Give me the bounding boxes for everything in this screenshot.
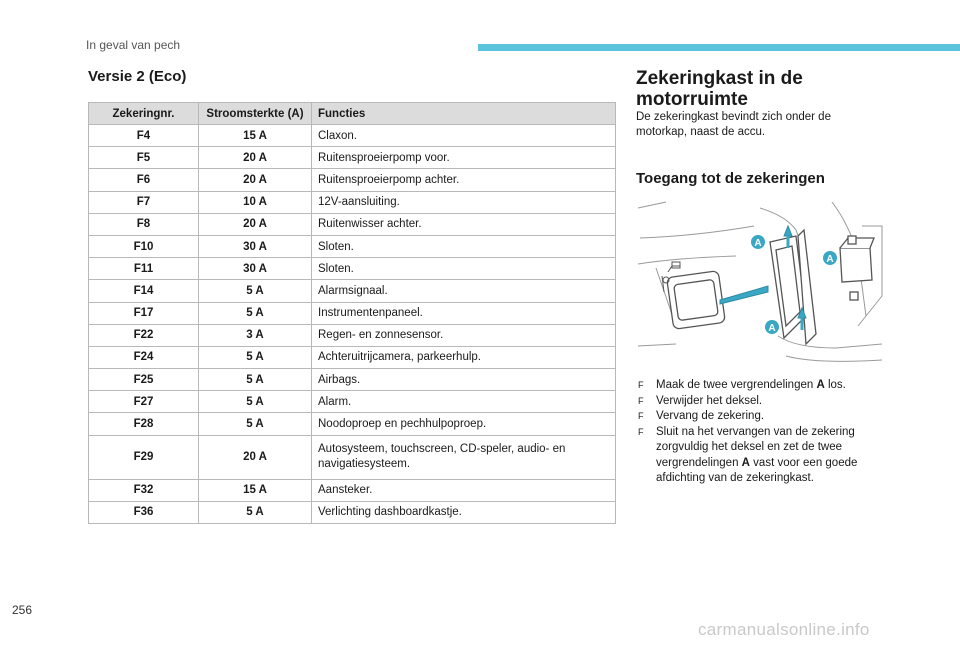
table-row	[89, 235, 616, 257]
fuse-number: F24	[89, 346, 199, 368]
step-text: Verwijder het deksel.	[656, 394, 763, 407]
version-title: Versie 2 (Eco)	[88, 68, 187, 85]
step-text: vast voor een goede afdichting van de zekeringkast.	[656, 456, 858, 484]
subsection-title: Toegang tot de zekeringen	[636, 170, 825, 187]
table-row	[89, 191, 616, 213]
fuse-amperage: 15 A	[199, 479, 312, 501]
fuse-function: Regen- en zonnesensor.	[312, 324, 616, 346]
step-text: Vervang de zekering.	[656, 410, 765, 422]
fuse-number: F27	[89, 391, 199, 413]
table-row	[89, 213, 616, 235]
fuse-number: F25	[89, 369, 199, 391]
fuse-function: Sloten.	[312, 235, 616, 257]
fuse-table	[88, 102, 616, 524]
step-marker-icon: F	[638, 426, 644, 437]
fuse-number: F11	[89, 258, 199, 280]
fuse-amperage: 30 A	[199, 235, 312, 257]
fuse-function: Alarm.	[312, 391, 616, 413]
fuse-amperage: 20 A	[199, 435, 312, 479]
step-emphasis: A	[741, 456, 750, 469]
fuse-number: F36	[89, 501, 199, 523]
fuse-number: F14	[89, 280, 199, 302]
fuse-function: Airbags.	[312, 369, 616, 391]
list-item	[636, 394, 886, 410]
fuse-number: F5	[89, 147, 199, 169]
fuse-number: F28	[89, 413, 199, 435]
table-row	[89, 280, 616, 302]
fuse-function: Achteruitrijcamera, parkeerhulp.	[312, 346, 616, 368]
fuse-function: Claxon.	[312, 125, 616, 147]
fuse-function: Noodoproep en pechhulpoproep.	[312, 413, 616, 435]
table-row	[89, 169, 616, 191]
fuse-number: F8	[89, 213, 199, 235]
section-title: Zekeringkast in de motorruimte	[636, 68, 803, 110]
table-row	[89, 435, 616, 479]
list-item	[636, 378, 886, 394]
page-number: 256	[12, 603, 33, 617]
header-accent-bar	[478, 44, 960, 51]
fuse-amperage: 15 A	[199, 125, 312, 147]
instruction-steps	[636, 378, 886, 487]
fuse-number: F7	[89, 191, 199, 213]
callout-label-a: A	[768, 323, 776, 334]
section-header: In geval van pech	[86, 38, 181, 52]
table-row	[89, 147, 616, 169]
list-item	[636, 425, 886, 487]
table-row	[89, 413, 616, 435]
fuse-amperage: 20 A	[199, 147, 312, 169]
fuse-function: Verlichting dashboardkastje.	[312, 501, 616, 523]
table-row	[89, 258, 616, 280]
fuse-number: F10	[89, 235, 199, 257]
fuse-number: F17	[89, 302, 199, 324]
step-emphasis: A	[816, 379, 825, 391]
fuse-amperage: 20 A	[199, 213, 312, 235]
fuse-amperage: 3 A	[199, 324, 312, 346]
fuse-function: Sloten.	[312, 258, 616, 280]
table-row	[89, 125, 616, 147]
fuse-number: F4	[89, 125, 199, 147]
step-text: los.	[824, 379, 846, 391]
fuse-amperage: 5 A	[199, 346, 312, 368]
step-text: Sluit na het vervangen van de zekering zorgvuldig het deksel en zet de twee vergrendelingen	[656, 425, 855, 469]
table-row	[89, 369, 616, 391]
column-header-fuse-number: Zekeringnr.	[89, 103, 199, 125]
step-text: Maak de twee vergrendelingen	[656, 379, 817, 391]
table-row	[89, 479, 616, 501]
section-intro: De zekeringkast bevindt zich onder de motorkap, naast de accu.	[636, 111, 831, 138]
fuse-amperage: 30 A	[199, 258, 312, 280]
column-header-functions: Functies	[312, 103, 616, 125]
fuse-function: Aansteker.	[312, 479, 616, 501]
step-marker-icon: F	[638, 411, 644, 421]
column-header-amperage: Stroomsterkte (A)	[199, 103, 312, 125]
fuse-function: Ruitenwisser achter.	[312, 213, 616, 235]
fuse-amperage: 5 A	[199, 391, 312, 413]
fuse-function: 12V-aansluiting.	[312, 191, 616, 213]
fusebox-illustration	[636, 196, 884, 364]
fuse-function: Autosysteem, touchscreen, CD-speler, audio- en navigatiesysteem.	[312, 435, 616, 479]
watermark: carmanualsonline.info	[698, 620, 870, 639]
fuse-amperage: 20 A	[199, 169, 312, 191]
fuse-number: F32	[89, 479, 199, 501]
fuse-amperage: 10 A	[199, 191, 312, 213]
fuse-amperage: 5 A	[199, 369, 312, 391]
fuse-amperage: 5 A	[199, 413, 312, 435]
step-marker-icon: F	[638, 380, 644, 390]
fuse-amperage: 5 A	[199, 280, 312, 302]
fuse-amperage: 5 A	[199, 501, 312, 523]
table-row	[89, 501, 616, 523]
table-row	[89, 391, 616, 413]
table-row	[89, 324, 616, 346]
table-row	[89, 302, 616, 324]
fuse-function: Ruitensproeierpomp achter.	[312, 169, 616, 191]
fuse-function: Instrumentenpaneel.	[312, 302, 616, 324]
fuse-function: Alarmsignaal.	[312, 280, 616, 302]
fuse-number: F6	[89, 169, 199, 191]
callout-label-a: A	[826, 254, 834, 265]
list-item	[636, 409, 886, 425]
callout-label-a: A	[754, 238, 762, 249]
step-marker-icon: F	[638, 395, 644, 406]
fuse-function: Ruitensproeierpomp voor.	[312, 147, 616, 169]
fuse-table-header-row	[89, 103, 616, 125]
fuse-number: F22	[89, 324, 199, 346]
table-row	[89, 346, 616, 368]
fuse-amperage: 5 A	[199, 302, 312, 324]
fuse-number: F29	[89, 435, 199, 479]
